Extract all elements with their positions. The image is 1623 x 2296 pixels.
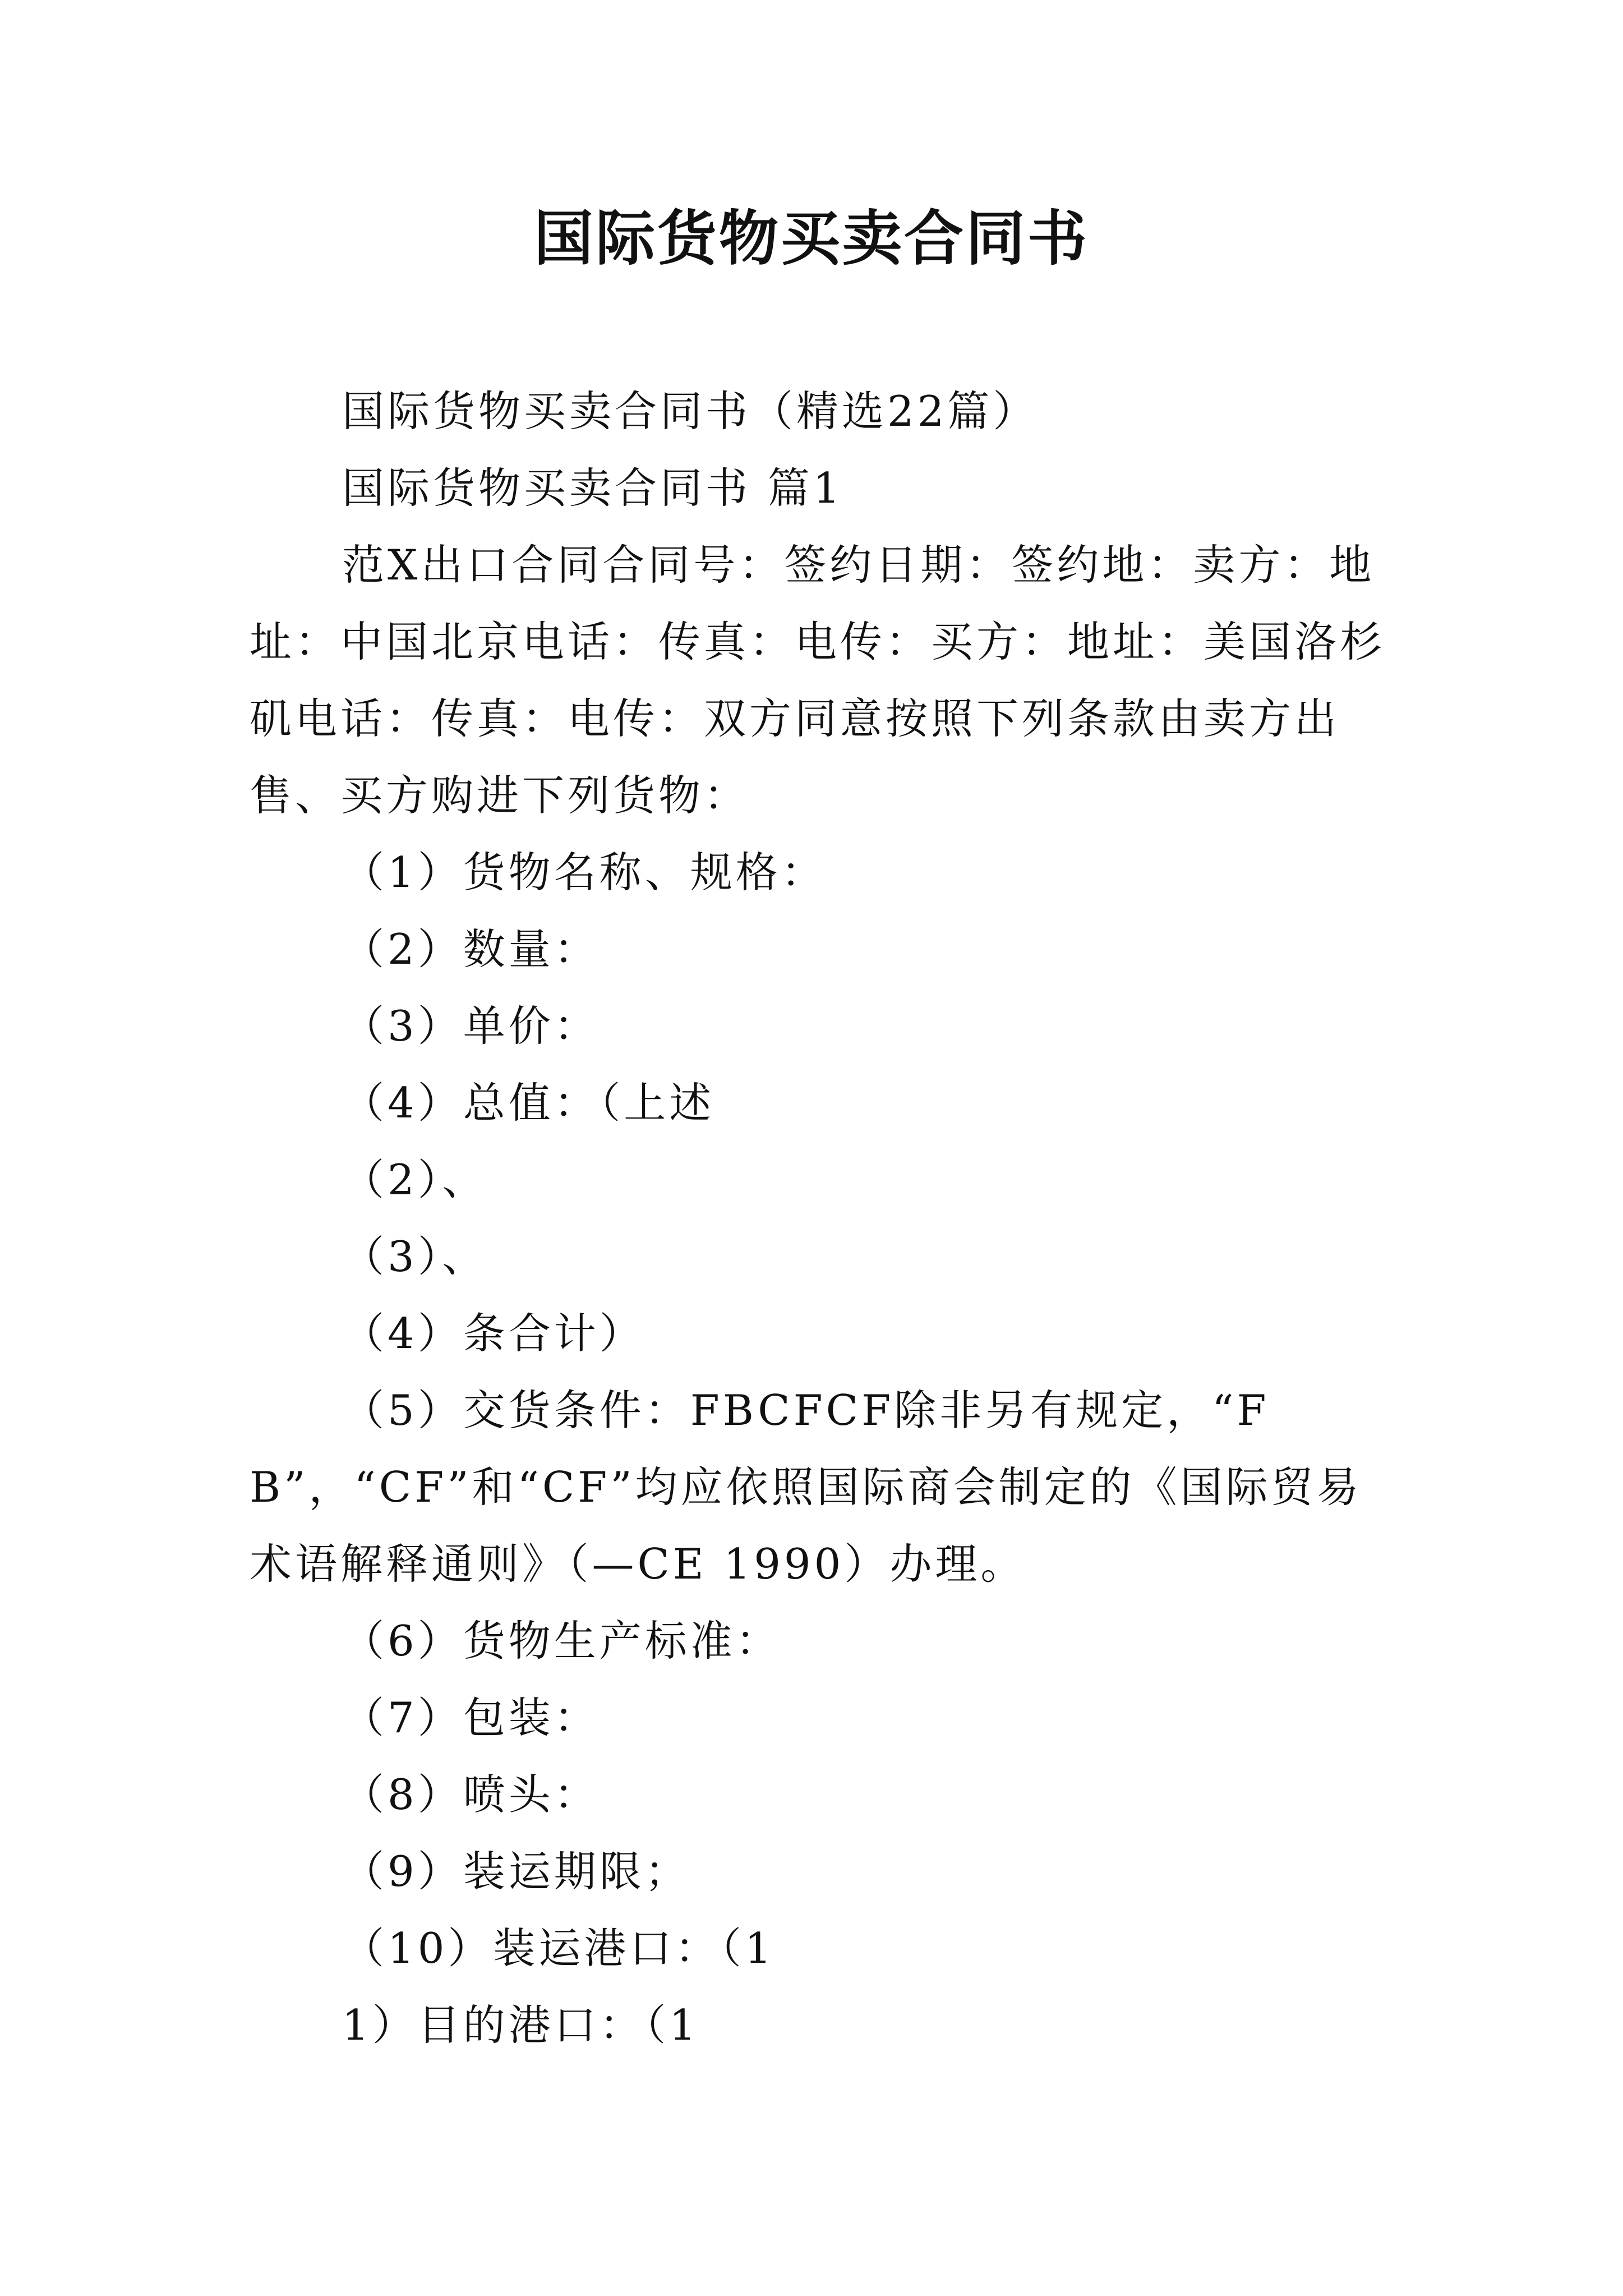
clause-line: （4）条合计） bbox=[342, 1309, 645, 1358]
paragraph-contract-parties: 范X出口合同合同号：签约日期：签约地：卖方：地址：中国北京电话：传真：电传：买方：地址：美国洛杉矶电话：传真：电传：双方同意按照下列条款由卖方出售、买方购进下列货物： bbox=[250, 540, 1386, 820]
clause-total-value: （4）总值：（上述 bbox=[342, 1078, 715, 1128]
document-title: 国际货物买卖合同书 bbox=[534, 203, 1089, 273]
clause-marking: （8）喷头： bbox=[342, 1770, 600, 1819]
clause-loading-port: （10）装运港口：（1 bbox=[342, 1924, 775, 1973]
clause-packing: （7）包装： bbox=[342, 1693, 600, 1742]
clause-delivery-terms: （5）交货条件：FBCFCF除非另有规定，“FB”，“CF”和“CF”均应依照国际商会制定的《国际贸易术语解释通则》（—CE 1990）办理。 bbox=[250, 1386, 1362, 1589]
paragraph-section-heading: 国际货物买卖合同书 篇1 bbox=[342, 463, 843, 513]
clause-destination-port: 1）目的港口：（1 bbox=[342, 2000, 699, 2050]
clause-unit-price: （3）单价： bbox=[342, 1001, 600, 1051]
clause-production-standard: （6）货物生产标准： bbox=[342, 1616, 781, 1665]
paragraph-subtitle: 国际货物买卖合同书（精选22篇） bbox=[342, 386, 1039, 436]
clause-line: （2）、 bbox=[342, 1155, 488, 1204]
clause-goods-name: （1）货物名称、规格： bbox=[342, 848, 827, 897]
clause-line: （3）、 bbox=[342, 1232, 488, 1281]
document-body bbox=[250, 373, 1388, 2064]
clause-quantity: （2）数量： bbox=[342, 924, 600, 974]
clause-shipment-period: （9）装运期限； bbox=[342, 1847, 690, 1896]
